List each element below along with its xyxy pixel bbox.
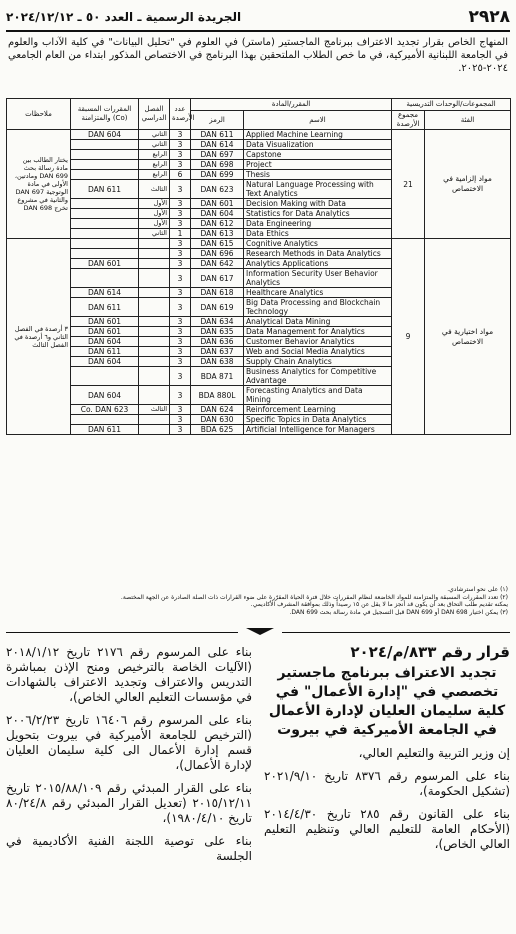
semester-cell: الأول [139, 219, 170, 229]
course-name-cell: Research Methods in Data Analytics [244, 249, 392, 259]
course-name-cell: Information Security User Behavior Analytics [244, 269, 392, 288]
semester-cell [139, 337, 170, 347]
code-cell: DAN 635 [191, 327, 244, 337]
group-total: 21 [392, 130, 425, 239]
footnote: (٣) يمكن اختيار DAN 698 أو DAN 699 قبل التسجيل في مادة رسالة بحث DAN 699. [289, 608, 508, 616]
credits-cell: 3 [170, 239, 191, 249]
prereq-cell [71, 229, 139, 239]
prereq-cell: DAN 604 [71, 337, 139, 347]
code-cell: DAN 619 [191, 298, 244, 317]
header-code: الرمز [191, 111, 244, 130]
prereq-cell [71, 239, 139, 249]
course-name-cell: Web and Social Media Analytics [244, 347, 392, 357]
code-cell: DAN 618 [191, 288, 244, 298]
credits-cell: 3 [170, 357, 191, 367]
semester-cell [139, 298, 170, 317]
prereq-cell: Co. DAN 623 [71, 405, 139, 415]
code-cell: DAN 642 [191, 259, 244, 269]
credits-cell: 3 [170, 180, 191, 199]
gazette-title: الجريدة الرسمية ـ العدد ٥٠ ـ ٢٠٢٤/١٢/١٢ [6, 10, 242, 24]
decision-paragraph: بناء على توصية اللجنة الفنية الأكاديمية في الجلسة [6, 834, 252, 863]
credits-cell: 3 [170, 249, 191, 259]
credits-cell: 3 [170, 140, 191, 150]
prereq-cell [71, 160, 139, 170]
prereq-cell [71, 140, 139, 150]
semester-cell: الرابع [139, 170, 170, 180]
credits-cell: 1 [170, 229, 191, 239]
code-cell: DAN 623 [191, 180, 244, 199]
code-cell: DAN 613 [191, 229, 244, 239]
code-cell: DAN 638 [191, 357, 244, 367]
code-cell: DAN 697 [191, 150, 244, 160]
prereq-cell [71, 219, 139, 229]
course-name-cell: Artificial Intelligence for Managers [244, 425, 392, 435]
prereq-cell [71, 150, 139, 160]
header-semester: الفصل الدراسي [139, 99, 170, 130]
group-category: مواد اختيارية في الاختصاص [425, 239, 511, 435]
header-course: المقرر/المادة [191, 99, 392, 111]
course-name-cell: Data Engineering [244, 219, 392, 229]
semester-cell [139, 317, 170, 327]
semester-cell [139, 367, 170, 386]
credits-cell: 6 [170, 170, 191, 180]
prereq-cell [71, 415, 139, 425]
credits-cell: 3 [170, 288, 191, 298]
header-prereq: المقررات المسبقة والمتزامنة (Co) [71, 99, 139, 130]
code-cell: DAN 601 [191, 199, 244, 209]
semester-cell: الثاني [139, 130, 170, 140]
credits-cell: 3 [170, 337, 191, 347]
code-cell: DAN 615 [191, 239, 244, 249]
semester-cell [139, 357, 170, 367]
prereq-cell: DAN 611 [71, 425, 139, 435]
semester-cell: الثالث [139, 405, 170, 415]
table-row [7, 239, 511, 249]
header-groups: المجموعات/الوحدات التدريسية [392, 99, 511, 111]
code-cell: DAN 636 [191, 337, 244, 347]
code-cell: DAN 696 [191, 249, 244, 259]
decision-paragraph: بناء على المرسوم رقم ١٦٤٠٦ تاريخ ٢٠٠٦/٢/٢٣ (الترخيص للجامعة الأميركية في بيروت بتحويل قسم إدارة الأعمال الى كلية سليمان العليان لإدارة الأعمال)، [6, 713, 253, 772]
decision-number: قرار رقم ٨٣٣/م/٢٠٢٤ [350, 643, 510, 661]
prereq-cell: DAN 601 [71, 327, 139, 337]
course-name-cell: Business Analytics for Competitive Advantage [244, 367, 392, 386]
curriculum-table [6, 98, 511, 435]
group-note: يختار الطالب بين مادة رسالة بحث DAN 699 ومادتين، الأولى في مادة الوتوجية DAN 697 والثانية في مشروع تخرج DAN 698 [7, 130, 71, 239]
semester-cell [139, 425, 170, 435]
code-cell: DAN 611 [191, 130, 244, 140]
semester-cell [139, 269, 170, 288]
decision-paragraph: بناء على المرسوم رقم ٢١٧٦ تاريخ ٢٠١٨/١/١٢ (الآليات الخاصة بالترخيص ومنح الإذن بمباشرة التدريس والاعتراف وتجديد الاعتراف بالشهادات في مؤسسات التعليم العالي الخاص)، [6, 645, 252, 704]
group-total: 9 [392, 239, 425, 435]
header-category: الفئة [425, 111, 511, 130]
credits-cell: 3 [170, 219, 191, 229]
credits-cell: 3 [170, 209, 191, 219]
semester-cell: الثالث [139, 180, 170, 199]
decision-left-column [6, 645, 252, 872]
code-cell: DAN 617 [191, 269, 244, 288]
prereq-cell: DAN 604 [71, 357, 139, 367]
code-cell: DAN 612 [191, 219, 244, 229]
course-name-cell: Decision Making with Data [244, 199, 392, 209]
semester-cell [139, 259, 170, 269]
credits-cell: 3 [170, 150, 191, 160]
course-name-cell: Big Data Processing and Blockchain Technology [244, 298, 392, 317]
semester-cell [139, 386, 170, 405]
course-name-cell: Capstone [244, 150, 392, 160]
credits-cell: 3 [170, 386, 191, 405]
prereq-cell [71, 269, 139, 288]
semester-cell: الأول [139, 209, 170, 219]
credits-cell: 3 [170, 130, 191, 140]
course-name-cell: Healthcare Analytics [244, 288, 392, 298]
course-name-cell: Applied Machine Learning [244, 130, 392, 140]
credits-cell: 3 [170, 327, 191, 337]
course-name-cell: Data Management for Analytics [244, 327, 392, 337]
course-name-cell: Specific Topics in Data Analytics [244, 415, 392, 425]
semester-cell [139, 239, 170, 249]
prereq-cell: DAN 601 [71, 317, 139, 327]
semester-cell: الرابع [139, 150, 170, 160]
prereq-cell: DAN 611 [71, 347, 139, 357]
group-category: مواد إلزامية في الاختصاص [425, 130, 511, 239]
prereq-cell: DAN 604 [71, 130, 139, 140]
header-credits: عدد الأرصدة [170, 99, 191, 130]
section-divider [6, 628, 510, 638]
credits-cell: 3 [170, 199, 191, 209]
code-cell: DAN 637 [191, 347, 244, 357]
code-cell: DAN 624 [191, 405, 244, 415]
course-name-cell: Supply Chain Analytics [244, 357, 392, 367]
decision-right-column [264, 645, 510, 860]
code-cell: DAN 699 [191, 170, 244, 180]
prereq-cell: DAN 604 [71, 386, 139, 405]
code-cell: DAN 614 [191, 140, 244, 150]
course-name-cell: Data Visualization [244, 140, 392, 150]
prereq-cell: DAN 614 [71, 288, 139, 298]
credits-cell: 3 [170, 425, 191, 435]
course-name-cell: Cognitive Analytics [244, 239, 392, 249]
semester-cell: الثاني [139, 229, 170, 239]
course-name-cell: Reinforcement Learning [244, 405, 392, 415]
credits-cell: 3 [170, 405, 191, 415]
course-name-cell: Project [244, 160, 392, 170]
semester-cell [139, 249, 170, 259]
semester-cell: الرابع [139, 160, 170, 170]
code-cell: BDA 880L [191, 386, 244, 405]
semester-cell [139, 347, 170, 357]
footnote: يمكنه تقديم طلب التحاق بعد أن يكون قد أنجز ما لا يقل عن ١٥ رصيداً وذلك بموافقة المشرف الأكاديمي. [250, 601, 508, 608]
semester-cell [139, 327, 170, 337]
prereq-cell [71, 199, 139, 209]
group-note: ٣ أرصدة في الفصل الثاني و٦ أرصدة في الفصل الثالث [7, 239, 71, 435]
credits-cell: 3 [170, 317, 191, 327]
page-number: ٢٩٢٨ [468, 7, 510, 27]
prereq-cell [71, 209, 139, 219]
credits-cell: 3 [170, 259, 191, 269]
table-body [7, 130, 511, 435]
code-cell: DAN 698 [191, 160, 244, 170]
table-intro: المنهاج الخاص بقرار تجديد الاعتراف ببرنامج الماجستير (ماستر) في العلوم في "تحليل البيانات" في كلية الآداب والعلوم في الجامعة اللبنانية الأميركية، في ما خص الطلاب الملتحقين بهذا البرنامج في الاختصاص المذكور ابتداء من العام الجامعي ٢٠٢٤-٢٠٢٥. [8, 37, 508, 74]
code-cell: DAN 604 [191, 209, 244, 219]
prereq-cell: DAN 611 [71, 180, 139, 199]
course-name-cell: Customer Behavior Analytics [244, 337, 392, 347]
code-cell: BDA 625 [191, 425, 244, 435]
prereq-cell [71, 367, 139, 386]
credits-cell: 3 [170, 415, 191, 425]
course-name-cell: Forecasting Analytics and Data Mining [244, 386, 392, 405]
decision-paragraph: بناء على المرسوم رقم ٨٣٧٦ تاريخ ٢٠٢١/٩/١٠ (تشكيل الحكومة)، [264, 769, 510, 798]
footnotes [8, 586, 508, 616]
code-cell: DAN 630 [191, 415, 244, 425]
course-name-cell: Analytical Data Mining [244, 317, 392, 327]
credits-cell: 3 [170, 347, 191, 357]
course-name-cell: Natural Language Processing with Text Analytics [244, 180, 392, 199]
decision-paragraph: إن وزير التربية والتعليم العالي، [358, 746, 510, 760]
decision-title: تجديد الاعتراف ببرنامج ماجستير تخصصي في "إدارة الأعمال" في كلية سليمان العليان لإدارة الأعمال في الجامعة الأميركية في بيروت [268, 665, 506, 738]
header-notes: ملاحظات [7, 99, 71, 130]
footnote: (٢) تعدد المقررات المسبقة والمتزامنة للمواد الخاضعة لنظام المقررات خلال فترة الحياة المقرّرة على ضوء القرارات ذات الصلة الصادرة عن الجهة المختصة. [120, 593, 508, 601]
header-name: الاسم [244, 111, 392, 130]
semester-cell [139, 288, 170, 298]
prereq-cell [71, 170, 139, 180]
course-name-cell: Thesis [244, 170, 392, 180]
credits-cell: 3 [170, 269, 191, 288]
credits-cell: 3 [170, 160, 191, 170]
credits-cell: 3 [170, 367, 191, 386]
header-total-credits: مجموع الأرصدة [392, 111, 425, 130]
credits-cell: 3 [170, 298, 191, 317]
course-name-cell: Data Ethics [244, 229, 392, 239]
semester-cell: الثاني [139, 140, 170, 150]
prereq-cell: DAN 601 [71, 259, 139, 269]
decision-paragraph: بناء على القرار المبدئي رقم ٢٠١٥/٨٨/١٠٩ تاريخ ٢٠١٥/١٢/١١ (تعديل القرار المبدئي رقم ٨٠/٢٤/٨ تاريخ ١٩٨٠/٤/١٠)، [6, 781, 252, 825]
table-row [7, 130, 511, 140]
prereq-cell: DAN 611 [71, 298, 139, 317]
course-name-cell: Statistics for Data Analytics [244, 209, 392, 219]
code-cell: BDA 871 [191, 367, 244, 386]
footnote: (١) على نحو استرشادي. [447, 586, 508, 593]
decision-paragraph: بناء على القانون رقم ٢٨٥ تاريخ ٢٠١٤/٤/٣٠ (الأحكام العامة للتعليم العالي وتنظيم التعليم العالي الخاص)، [264, 807, 510, 851]
course-name-cell: Analytics Applications [244, 259, 392, 269]
code-cell: DAN 634 [191, 317, 244, 327]
semester-cell [139, 415, 170, 425]
gazette-header [6, 4, 510, 32]
prereq-cell [71, 249, 139, 259]
semester-cell: الأول [139, 199, 170, 209]
